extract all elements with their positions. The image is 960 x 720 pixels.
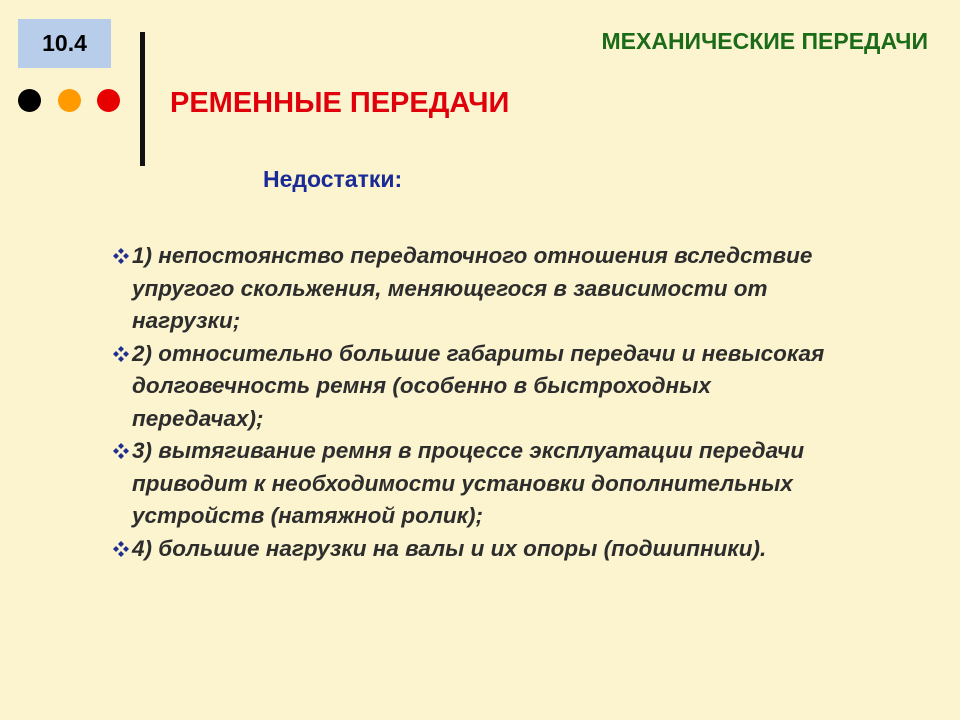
subheading: Недостатки: — [263, 166, 403, 192]
orange-dot — [58, 89, 81, 112]
list-item — [112, 435, 842, 533]
item-text: 4) большие нагрузки на валы и их опоры (подшипники). — [132, 535, 767, 561]
item-text: 2) относительно большие габариты передачи и невысокая долговечность ремня (особенно в быстроходных передачах); — [132, 340, 825, 431]
item-text: 3) вытягивание ремня в процессе эксплуатации передачи приводит к необходимости установки дополнительных устройств (натяжной ролик); — [132, 438, 805, 528]
vertical-divider — [140, 32, 145, 166]
bullet-list — [112, 240, 842, 565]
slide-heading: РЕМЕННЫЕ ПЕРЕДАЧИ — [170, 87, 510, 119]
four-diamond-icon — [112, 435, 130, 468]
four-diamond-icon — [112, 240, 130, 273]
red-dot — [97, 89, 120, 112]
four-diamond-icon — [112, 338, 130, 371]
section-title: МЕХАНИЧЕСКИЕ ПЕРЕДАЧИ — [601, 28, 928, 54]
list-item — [112, 533, 842, 566]
item-text: 1) непостоянство передаточного отношения вследствие упругого скольжения, меняющегося в зависимости от нагрузки; — [132, 243, 813, 333]
slide-number-badge: 10.4 — [18, 19, 111, 68]
list-item — [112, 338, 842, 436]
black-dot — [18, 89, 41, 112]
list-item — [112, 240, 842, 338]
four-diamond-icon — [112, 533, 130, 566]
